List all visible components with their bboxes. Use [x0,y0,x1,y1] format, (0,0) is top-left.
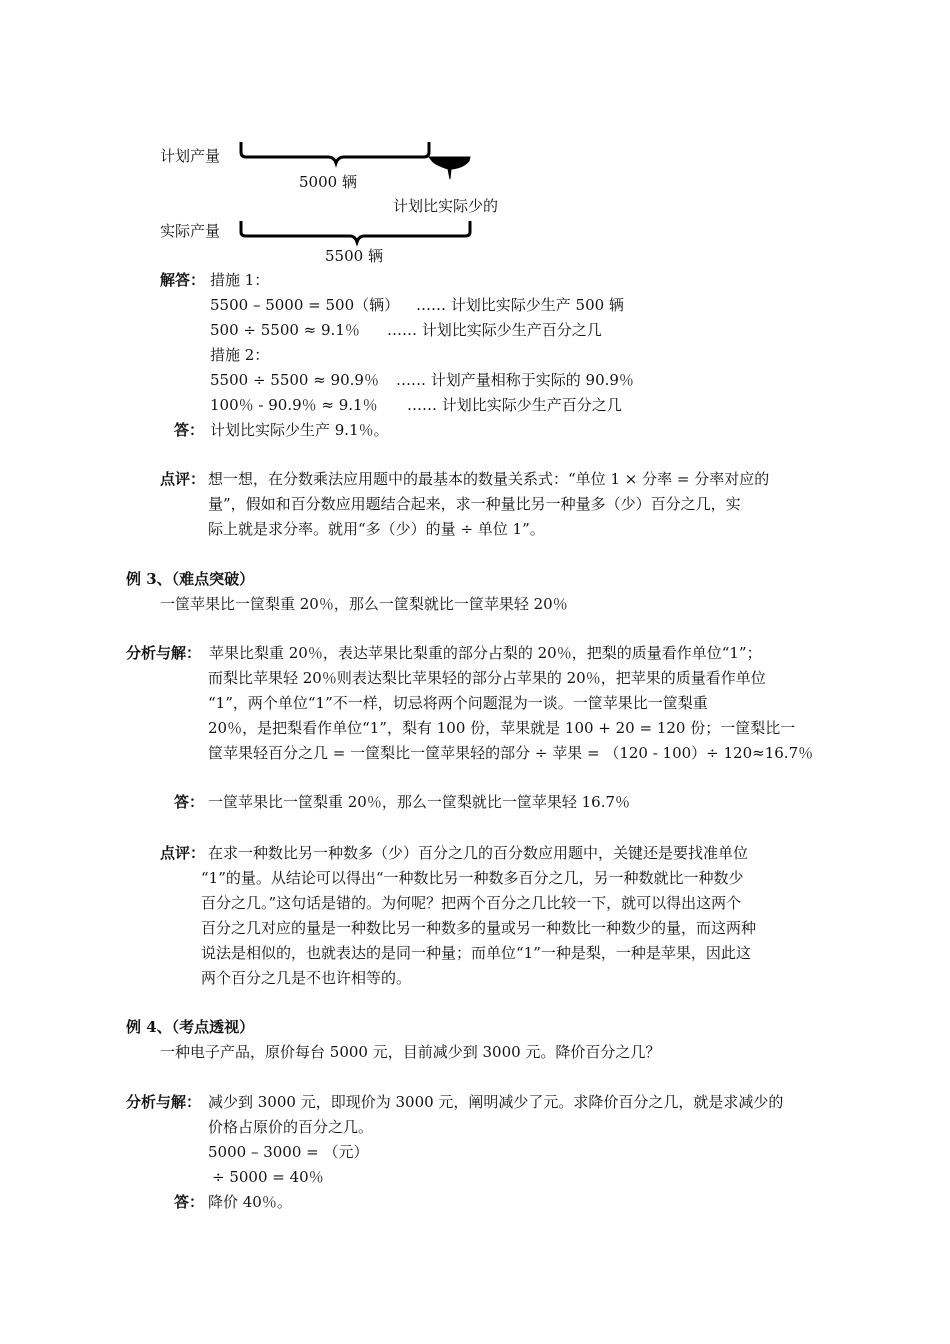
diff-brace [429,157,470,179]
calculation-line: ÷ 5000 = 40％ [212,1168,324,1186]
analysis-line: 减少到 3000 元，即现价为 3000 元，阐明减少了元。求降价百分之几，就是求减少的 [208,1093,784,1111]
analysis-line: 而梨比苹果轻 20％则表达梨比苹果轻的部分占苹果的 20％，把苹果的质量看作单位 [208,669,766,687]
comment-label: 点评： [160,470,206,488]
actual-label: 实际产量 [160,222,221,240]
analysis-line: 价格占原价的百分之几。 [208,1118,374,1136]
example-4-title: 例 4、（考点透视） [126,1018,255,1036]
comment-line: 百分之几对应的量是一种数比另一种数多的量或另一种数比一种数少的量，而这两种 [201,919,757,937]
step-2-expression: 500 ÷ 5500 ≈ 9.1％ [210,321,360,339]
example-3-title: 例 3、（难点突破） [126,570,255,588]
step-4-note: …… 计划比实际少生产百分之几 [407,396,622,414]
solution-heading: 解答： [160,271,206,289]
analysis-line: “1”，两个单位“1”不一样，切忌将两个问题混为一谈。一筐苹果比一筐梨重 [208,694,708,712]
method-1-label: 措施 1： [210,271,270,289]
answer-text: 计划比实际少生产 9.1％。 [210,421,389,439]
comment-label: 点评： [160,844,206,862]
comment-line: 说法是相似的，也就表达的是同一种量；而单位“1”一种是梨，一种是苹果，因此这 [201,944,751,962]
answer-label: 答： [174,421,205,439]
answer-label: 答： [174,793,205,811]
answer-text: 一筐苹果比一筐梨重 20％，那么一筐梨就比一筐苹果轻 16.7％ [208,793,631,811]
analysis-label: 分析与解： [126,1093,202,1111]
example-4-problem: 一种电子产品，原价每台 5000 元，目前减少到 3000 元。降价百分之几？ [160,1043,661,1061]
example-3-problem: 一筐苹果比一筐梨重 20％，那么一筐梨就比一筐苹果轻 20％ [160,595,568,613]
analysis-line: 苹果比梨重 20％，表达苹果比梨重的部分占梨的 20％，把梨的质量看作单位“1”； [209,644,762,662]
analysis-line: 20％，是把梨看作单位“1”，梨有 100 份，苹果就是 100 + 20 = 120 份；一筐梨比一 [208,719,796,737]
step-3-expression: 5500 ÷ 5500 ≈ 90.9％ [210,371,379,389]
comment-line: 际上就是求分率。就用“多（少）的量 ÷ 单位 1”。 [208,520,545,538]
step-4-expression: 100％ - 90.9％ ≈ 9.1％ [210,396,378,414]
comment-line: “1”的量。从结论可以得出“一种数比另一种数多百分之几，另一种数就比一种数少 [201,869,744,887]
method-2-label: 措施 2： [210,346,270,364]
comment-line: 在求一种数比另一种数多（少）百分之几的百分数应用题中，关键还是要找准单位 [208,844,749,862]
bar-diagram [0,0,950,270]
comment-line: 两个百分之几是不也许相等的。 [201,969,412,987]
analysis-label: 分析与解： [126,644,202,662]
step-3-note: …… 计划产量相称于实际的 90.9％ [396,371,634,389]
comment-line: 想一想，在分数乘法应用题中的最基本的数量关系式：“单位 1 × 分率 = 分率对应的 [208,470,770,488]
planned-value: 5000 辆 [299,173,357,191]
analysis-line: 筐苹果轻百分之几 = 一筐梨比一筐苹果轻的部分 ÷ 苹果 = （120 - 100）÷ 120≈16.7％ [208,744,814,762]
answer-text: 降价 40％。 [208,1193,292,1211]
comment-line: 百分之几。”这句话是错的。为何呢？把两个百分之几比较一下，就可以得出这两个 [201,894,742,912]
planned-brace [241,142,429,163]
step-1-expression: 5500 – 5000 = 500（辆） [210,296,400,314]
actual-value: 5500 辆 [325,247,383,265]
comment-line: 量”，假如和百分数应用题结合起来，求一种量比另一种量多（少）百分之几，实 [208,495,741,513]
step-2-note: …… 计划比实际少生产百分之几 [387,321,602,339]
calculation-line: 5000 – 3000 = （元） [208,1143,369,1161]
actual-brace [241,221,470,242]
answer-label: 答： [174,1193,205,1211]
planned-label: 计划产量 [160,147,221,165]
step-1-note: …… 计划比实际少生产 500 辆 [416,296,624,314]
diff-label: 计划比实际少的 [393,197,499,215]
